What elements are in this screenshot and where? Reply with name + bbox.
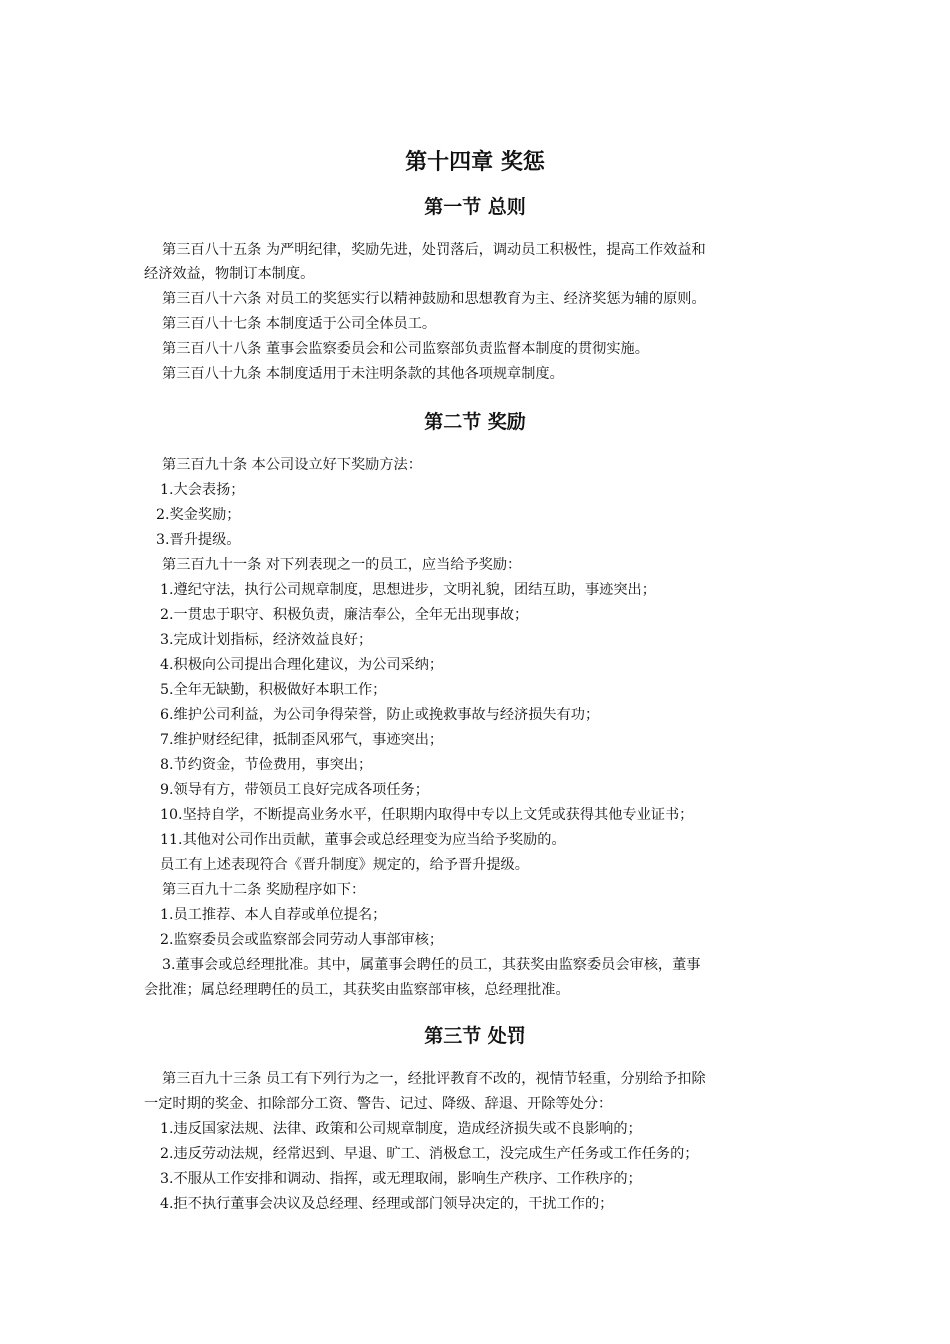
paragraph-line: 经济效益，物制订本制度。 <box>144 266 315 282</box>
list-item: 3.董事会或总经理批准。其中，属董事会聘任的员工，其获奖由监察委员会审核，董事 <box>162 957 701 973</box>
list-item: 2.奖金奖励； <box>156 507 241 523</box>
list-item: 1.遵纪守法，执行公司规章制度，思想进步，文明礼貌，团结互助，事迹突出； <box>160 582 656 598</box>
list-item: 8.节约资金，节俭费用，事突出； <box>160 757 373 773</box>
paragraph-line: 一定时期的奖金、扣除部分工资、警告、记过、降级、辞退、开除等处分： <box>144 1096 613 1112</box>
list-item: 2.监察委员会或监察部会同劳动人事部审核； <box>160 932 444 948</box>
list-item: 1.违反国家法规、法律、政策和公司规章制度，造成经济损失或不良影响的； <box>160 1121 642 1137</box>
list-item: 5.全年无缺勤，积极做好本职工作； <box>160 682 387 698</box>
paragraph-line: 第三百九十一条 对下列表现之一的员工，应当给予奖励： <box>162 557 522 573</box>
paragraph-line: 第三百九十三条 员工有下列行为之一，经批评教育不改的，视情节轻重，分别给予扣除 <box>162 1071 706 1087</box>
list-item: 2.违反劳动法规，经常迟到、早退、旷工、消极怠工，没完成生产任务或工作任务的； <box>160 1146 699 1162</box>
list-item: 2.一贯忠于职守、积极负责，廉洁奉公，全年无出现事故； <box>160 607 529 623</box>
section-title-penalties: 第三节 处罚 <box>424 1025 526 1047</box>
list-item: 1.员工推荐、本人自荐或单位提名； <box>160 907 387 923</box>
list-item: 3.不服从工作安排和调动、指挥，或无理取闹，影响生产秩序、工作秩序的； <box>160 1171 642 1187</box>
list-item: 9.领导有方，带领员工良好完成各项任务； <box>160 782 429 798</box>
list-item: 11.其他对公司作出贡献，董事会或总经理变为应当给予奖励的。 <box>160 832 566 848</box>
paragraph-line: 第三百九十二条 奖励程序如下： <box>162 882 366 898</box>
list-item: 4.积极向公司提出合理化建议，为公司采纳； <box>160 657 444 673</box>
list-item: 3.完成计划指标，经济效益良好； <box>160 632 373 648</box>
list-item: 7.维护财经纪律，抵制歪风邪气，事迹突出； <box>160 732 444 748</box>
list-item: 3.晋升提级。 <box>156 532 241 548</box>
paragraph-line: 第三百八十八条 董事会监察委员会和公司监察部负责监督本制度的贯彻实施。 <box>162 341 649 357</box>
section-title-general: 第一节 总则 <box>424 196 526 218</box>
list-item: 1.大会表扬； <box>160 482 245 498</box>
paragraph-line: 会批准；属总经理聘任的员工，其获奖由监察部审核，总经理批准。 <box>144 982 570 998</box>
paragraph-line: 员工有上述表现符合《晋升制度》规定的，给予晋升提级。 <box>160 857 529 873</box>
list-item: 4.拒不执行董事会决议及总经理、经理或部门领导决定的，干扰工作的； <box>160 1196 614 1212</box>
paragraph-line: 第三百八十七条 本制度适于公司全体员工。 <box>162 316 437 332</box>
section-title-rewards: 第二节 奖励 <box>424 411 526 433</box>
paragraph-line: 第三百八十九条 本制度适用于未注明条款的其他各项规章制度。 <box>162 366 564 382</box>
list-item: 6.维护公司利益，为公司争得荣誉，防止或挽救事故与经济损失有功； <box>160 707 600 723</box>
list-item: 10.坚持自学，不断提高业务水平，任职期内取得中专以上文凭或获得其他专业证书； <box>160 807 694 823</box>
paragraph-line: 第三百九十条 本公司设立好下奖励方法： <box>162 457 422 473</box>
paragraph-line: 第三百八十六条 对员工的奖惩实行以精神鼓励和思想教育为主、经济奖惩为辅的原则。 <box>162 291 706 307</box>
chapter-title: 第十四章 奖惩 <box>405 150 545 175</box>
paragraph-line: 第三百八十五条 为严明纪律，奖励先进，处罚落后，调动员工积极性，提高工作效益和 <box>162 242 706 258</box>
